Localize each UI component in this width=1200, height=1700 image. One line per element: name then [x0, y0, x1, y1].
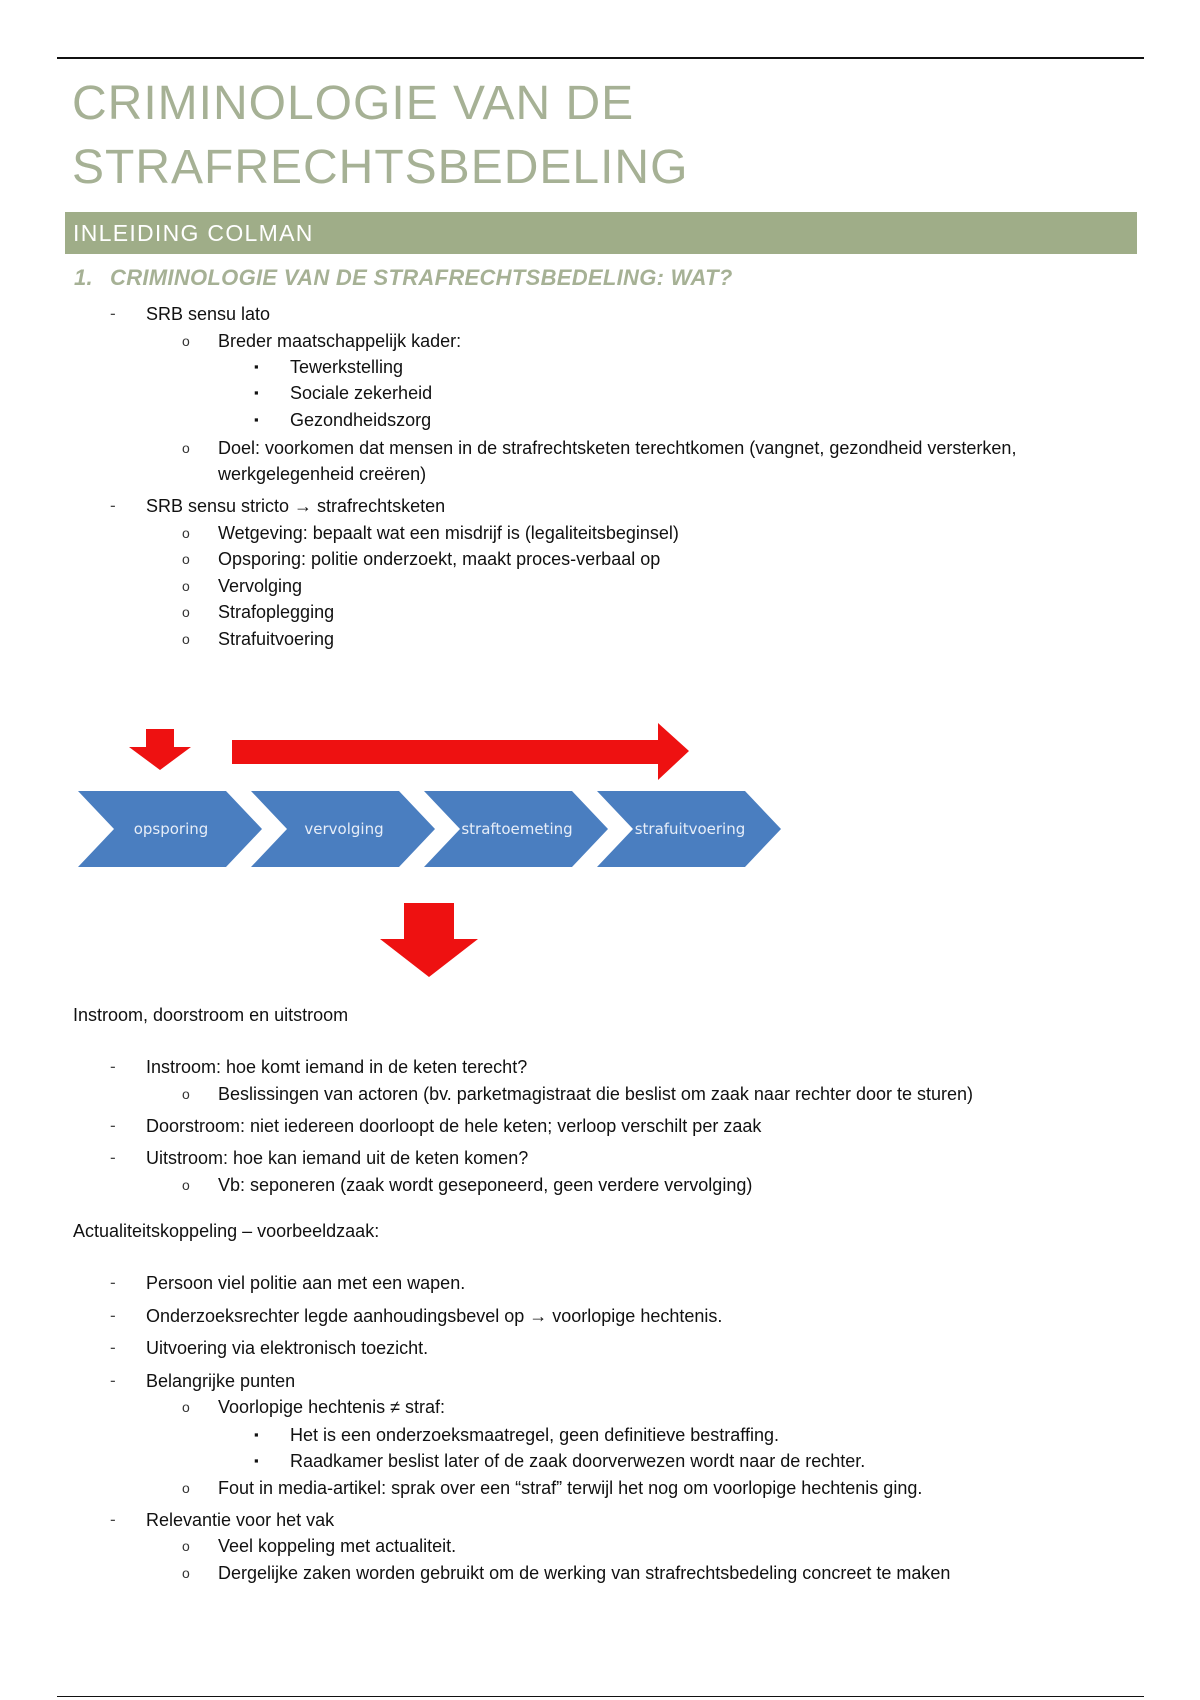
- circle-marker: o: [182, 1399, 190, 1415]
- list-item-doel: Doel: voorkomen dat mensen in de strafrechtsketen terechtkomen (vangnet, gezondheid versterken,: [218, 438, 1017, 458]
- title-line-2: STRAFRECHTSBEDELING: [72, 141, 689, 194]
- circle-marker: o: [182, 1538, 190, 1554]
- step-label-straftoemeting: straftoemeting: [461, 820, 573, 838]
- circle-marker: o: [182, 604, 190, 620]
- list-item-relevantie-1: Veel koppeling met actualiteit.: [218, 1536, 457, 1556]
- list-item-fout: Fout in media-artikel: sprak over een “straf” terwijl het nog om voorlopige hechtenis ging.: [218, 1478, 923, 1498]
- step-label-vervolging: vervolging: [304, 820, 384, 838]
- list-item-doorstroom: Doorstroom: niet iedereen doorloopt de hele keten; verloop verschilt per zaak: [146, 1116, 762, 1136]
- dash-marker: -: [110, 1057, 116, 1076]
- list-item-instroom: Instroom: hoe komt iemand in de keten terecht?: [146, 1057, 528, 1077]
- bottom-rule: [57, 1696, 1144, 1697]
- list-item-actualiteit-2: Onderzoeksrechter legde aanhoudingsbevel op → voorlopige hechtenis.: [146, 1306, 723, 1326]
- heading-text: CRIMINOLOGIE VAN DE STRAFRECHTSBEDELING: WAT?: [110, 265, 733, 290]
- square-marker: ▪: [254, 359, 259, 374]
- down-arrow-small-icon: [129, 729, 191, 770]
- paragraph-actualiteit-intro: Actualiteitskoppeling – voorbeeldzaak:: [73, 1221, 380, 1241]
- list-item-hechtenis-1: Het is een onderzoeksmaatregel, geen definitieve bestraffing.: [290, 1425, 779, 1445]
- list-item-srb-lato: SRB sensu lato: [146, 304, 271, 324]
- list-item-actualiteit-3: Uitvoering via elektronisch toezicht.: [146, 1338, 429, 1358]
- dash-marker: -: [110, 496, 116, 515]
- dash-marker: -: [110, 1116, 116, 1135]
- circle-marker: o: [182, 1177, 190, 1193]
- list-item-kader-2: Sociale zekerheid: [290, 383, 433, 403]
- list-item-stricto-3: Vervolging: [218, 576, 303, 596]
- list-item-stricto-2: Opsporing: politie onderzoekt, maakt proces-verbaal op: [218, 549, 661, 569]
- paragraph-instroom-intro: Instroom, doorstroom en uitstroom: [73, 1005, 349, 1025]
- list-item-relevantie: Relevantie voor het vak: [146, 1510, 335, 1530]
- list-item-stricto-4: Strafoplegging: [218, 602, 335, 622]
- list-item-uitstroom-sub: Vb: seponeren (zaak wordt geseponeerd, geen verdere vervolging): [218, 1175, 753, 1195]
- dash-marker: -: [110, 1306, 116, 1325]
- list-item-actualiteit-1: Persoon viel politie aan met een wapen.: [146, 1273, 466, 1293]
- step-label-strafuitvoering: strafuitvoering: [634, 820, 746, 838]
- list-item-srb-stricto: SRB sensu stricto → strafrechtsketen: [146, 496, 446, 516]
- list-item-hechtenis: Voorlopige hechtenis ≠ straf:: [218, 1397, 446, 1417]
- list-item-doel-cont: werkgelegenheid creëren): [218, 464, 427, 484]
- square-marker: ▪: [254, 1453, 259, 1468]
- dash-marker: -: [110, 1510, 116, 1529]
- circle-marker: o: [182, 578, 190, 594]
- list-item-kader: Breder maatschappelijk kader:: [218, 331, 462, 351]
- list-item-stricto-1: Wetgeving: bepaalt wat een misdrijf is (legaliteitsbeginsel): [218, 523, 679, 543]
- step-label-opsporing: opsporing: [133, 820, 209, 838]
- list-item-kader-1: Tewerkstelling: [290, 357, 404, 377]
- dash-marker: -: [110, 1273, 116, 1292]
- dash-marker: -: [110, 1371, 116, 1390]
- right-arrow-long-icon: [232, 723, 689, 780]
- circle-marker: o: [182, 525, 190, 541]
- square-marker: ▪: [254, 385, 259, 400]
- dash-marker: -: [110, 1148, 116, 1167]
- circle-marker: o: [182, 551, 190, 567]
- dash-marker: -: [110, 304, 116, 323]
- list-item-kader-3: Gezondheidszorg: [290, 410, 432, 430]
- list-item-instroom-sub: Beslissingen van actoren (bv. parketmagistraat die beslist om zaak naar rechter door te sturen): [218, 1084, 974, 1104]
- dash-marker: -: [110, 1338, 116, 1357]
- circle-marker: o: [182, 1565, 190, 1581]
- square-marker: ▪: [254, 412, 259, 427]
- heading-number: 1.: [74, 265, 93, 290]
- section-bar: INLEIDING COLMAN: [65, 212, 1137, 254]
- list-item-uitstroom: Uitstroom: hoe kan iemand uit de keten komen?: [146, 1148, 529, 1168]
- circle-marker: o: [182, 440, 190, 456]
- down-arrow-large-icon: [380, 903, 478, 977]
- list-item-hechtenis-2: Raadkamer beslist later of de zaak doorverwezen wordt naar de rechter.: [290, 1451, 866, 1471]
- circle-marker: o: [182, 631, 190, 647]
- list-item-stricto-5: Strafuitvoering: [218, 629, 335, 649]
- circle-marker: o: [182, 1086, 190, 1102]
- list-item-actualiteit-4: Belangrijke punten: [146, 1371, 296, 1391]
- title-line-1: CRIMINOLOGIE VAN DE: [72, 77, 635, 130]
- square-marker: ▪: [254, 1427, 259, 1442]
- list-item-relevantie-2: Dergelijke zaken worden gebruikt om de werking van strafrechtsbedeling concreet te maken: [218, 1563, 951, 1583]
- circle-marker: o: [182, 1480, 190, 1496]
- circle-marker: o: [182, 333, 190, 349]
